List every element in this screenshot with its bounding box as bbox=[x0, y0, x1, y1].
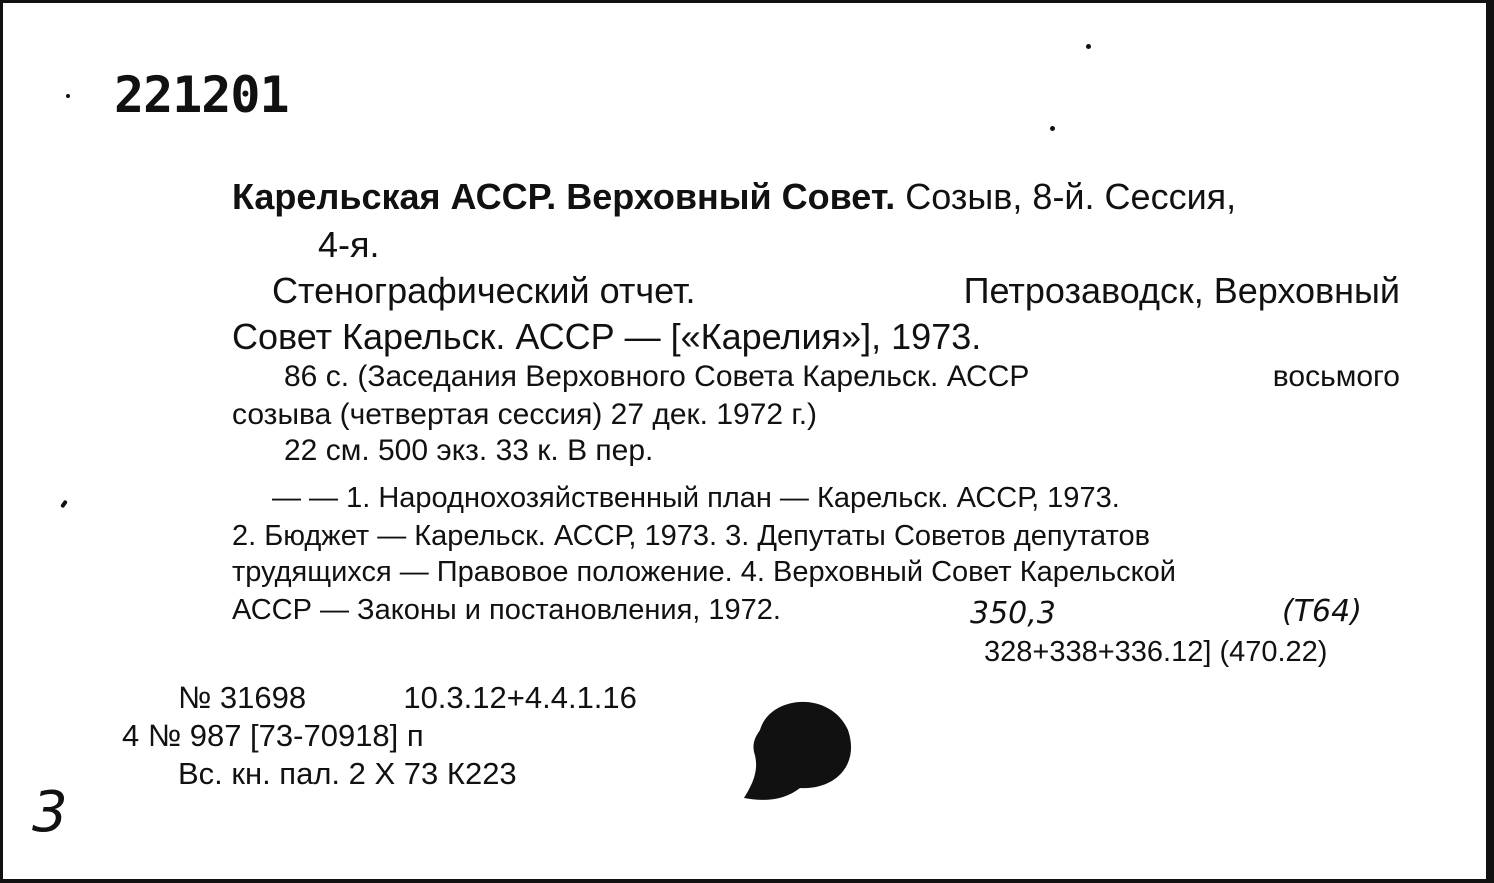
ink-blot bbox=[730, 690, 860, 810]
collation-line-1 bbox=[284, 360, 1400, 394]
heading-session: Созыв, 8-й. Сессия, bbox=[895, 176, 1237, 217]
imprint-line-2: Совет Карельск. АССР — [«Карелия»], 1973. bbox=[232, 316, 982, 357]
footer-line-3: Вс. кн. пал. 2 X 73 К223 bbox=[178, 756, 517, 791]
footer-line-1 bbox=[178, 680, 637, 716]
handwritten-index: (Т64) bbox=[1282, 594, 1362, 629]
imprint-line-1 bbox=[272, 270, 1400, 312]
collation-line-2: созыва (четвертая сессия) 27 дек. 1972 г.) bbox=[232, 398, 818, 431]
subjects-line-4: АССР — Законы и постановления, 1972. bbox=[232, 594, 781, 626]
card-number: № 31698 bbox=[178, 680, 307, 715]
speck bbox=[1086, 44, 1091, 49]
accession-number: 221201 bbox=[114, 66, 289, 124]
heading-author: Карельская АССР. Верховный Совет. bbox=[232, 176, 896, 217]
card-border-bottom bbox=[0, 879, 1494, 883]
heading-line-1 bbox=[232, 176, 1236, 218]
footer-line-2: 4 № 987 [73-70918] п bbox=[122, 718, 424, 753]
handwritten-code: 350,3 bbox=[970, 596, 1056, 631]
collation-line-3: 22 см. 500 экз. 33 к. В пер. bbox=[284, 434, 654, 467]
subjects-line-3: трудящихся — Правовое положение. 4. Верховный Совет Карельской bbox=[232, 556, 1176, 588]
speck bbox=[66, 94, 70, 98]
heading-line-2: 4-я. bbox=[318, 224, 380, 265]
udc-code: 10.3.12+4.4.1.16 bbox=[403, 680, 637, 715]
collation-pages: 86 с. (Заседания Верховного Совета Карельск. АССР bbox=[284, 360, 1030, 393]
speck bbox=[1050, 126, 1055, 131]
card-border-left bbox=[0, 0, 3, 883]
margin-mark: 3 bbox=[32, 780, 68, 845]
card-border-right bbox=[1486, 0, 1494, 883]
speck bbox=[60, 500, 68, 509]
classification-numbers: 328+338+336.12] (470.22) bbox=[984, 636, 1328, 668]
subjects-line-1: — — 1. Народнохозяйственный план — Карельск. АССР, 1973. bbox=[272, 482, 1120, 514]
card-border-top bbox=[0, 0, 1494, 3]
collation-convocation: восьмого bbox=[1272, 360, 1400, 393]
imprint-place: Петрозаводск, Верховный bbox=[963, 270, 1400, 311]
subjects-line-2: 2. Бюджет — Карельск. АССР, 1973. 3. Депутаты Советов депутатов bbox=[232, 520, 1151, 552]
imprint-title: Стенографический отчет. bbox=[272, 270, 696, 311]
